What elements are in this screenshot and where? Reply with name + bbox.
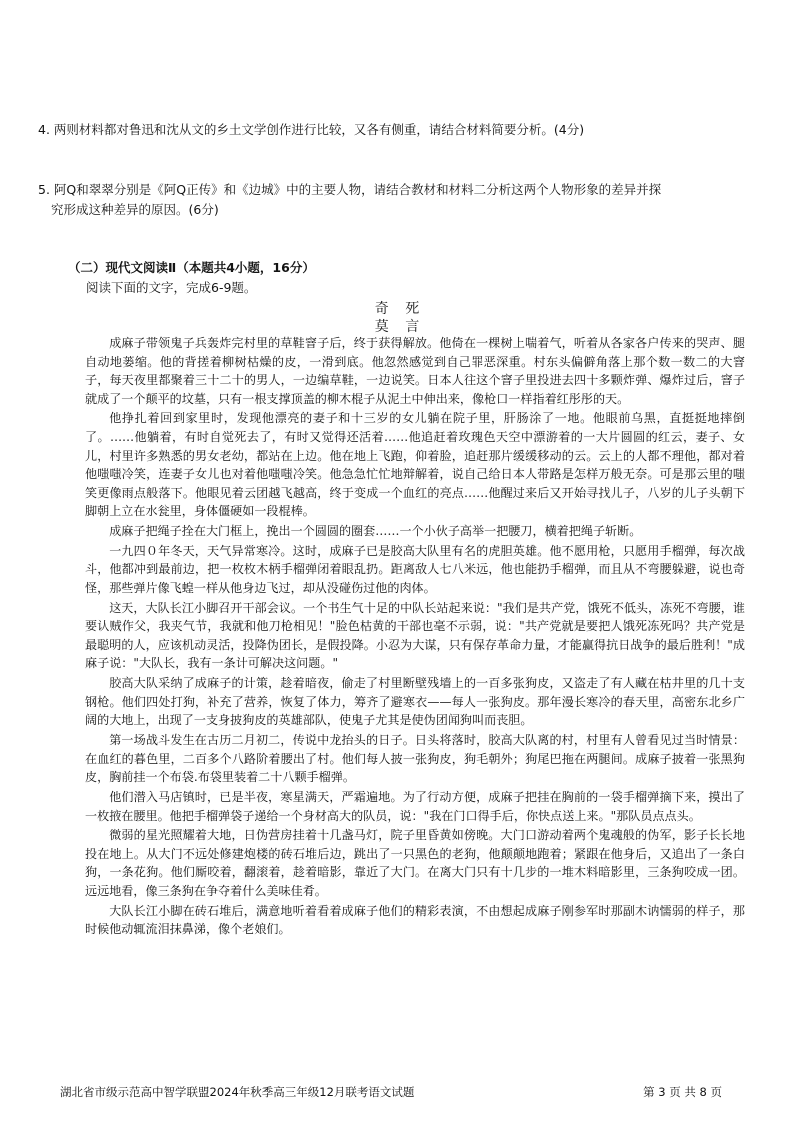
article-paragraph: 一九四０年冬天，天气异常寒冷。这时，成麻子已是胶高大队里有名的虎胆英雄。他不愿用枪，只愿用手榴弹，每次战斗，他都冲到最前边，把一枚枚木柄手榴弹闭着眼乱扔。距离敌人七八米远，他也能扔手榴弹，而且从不弯腰躲避，说也奇怪，那些弹片像飞蝗一样从他身边飞过，却从没碰伤过他的肉体。: [85, 543, 745, 595]
question-4: [38, 120, 783, 140]
question-5-line1: 5. 阿Q和翠翠分别是《阿Q正传》和《边城》中的主要人物，请结合教材和材料二分析这两个人物形象的差异并探: [38, 182, 662, 197]
article-paragraph: 微弱的星光照耀着大地，日伪营房挂着十几盏马灯，院子里昏黄如傍晚。大门口游动着两个鬼魂般的伪军，影子长长地投在地上。从大门不远处修建炮楼的砖石堆后边，跳出了一只黑色的老狗，他颠颠地跑着；紧跟在他身后，又追出了一条白狗，一条花狗。他们厮咬着，翻滚着，趁着暗影，靠近了大门。在离大门只有十几步的一堆木料暗影里，三条狗咬成一团。远远地看，像三条狗在争夺着什么美味佳肴。: [85, 828, 745, 898]
article-paragraph: 他挣扎着回到家里时，发现他漂亮的妻子和十三岁的女儿躺在院子里，肝肠涂了一地。他眼前乌黑，直挺挺地摔倒了。……他躺着，有时自觉死去了，有时又觉得还活着……他追赶着玫瑰色天空中漂游着的一大片圆圆的红云，妻子、女儿，村里许多熟悉的男女老幼，都站在上边。他在地上飞跑，仰着脸，追赶那片缓缓移动的云。云上的人都不理他，都对着他嗤嗤冷笑，连妻子女儿也对着他嗤嗤冷笑。他急急忙忙地辩解着，说自己给日本人带路是怎样万般无奈。可是那云里的嗤笑更像雨点般落下。他眼见着云团越飞越高，终于变成一个血红的亮点……他醒过来后又开始寻找儿子，八岁的儿子头朝下脚朝上立在水瓮里，身体僵硬如一段棍棒。: [85, 411, 745, 519]
section-instruction: 阅读下面的文字，完成6-9题。: [86, 280, 257, 295]
question-5: [38, 180, 783, 220]
section-heading: （二）现代文阅读Ⅱ（本题共4小题，16分）: [68, 260, 315, 275]
article-paragraph: 成麻子把绳子拴在大门框上，挽出一个圆圆的圈套……一个小伙子高举一把腰刀，横着把绳子斩断。: [109, 524, 642, 539]
article-paragraph: 他们潜入马店镇时，已是半夜，寒星满天，严霜遍地。为了行动方便，成麻子把挂在胸前的一袋手榴弹摘下来，摸出了一枚掖在腰里。他把手榴弹袋子递给一个身材高大的队员，说："我在门口得手后，你快点送上来。"那队员点点头。: [85, 789, 745, 823]
article-author: 莫 言: [374, 319, 426, 335]
question-5-line2: 究形成这种差异的原因。(6分): [51, 202, 219, 217]
footer-exam-title: 湖北省市级示范高中智学联盟2024年秋季高三年级12月联考语文试题: [60, 1085, 415, 1099]
article-paragraph: 成麻子带领鬼子兵轰炸完村里的草鞋窨子后，终于获得解放。他倚在一棵树上喘着气，听着从各家各户传来的哭声、腿自动地蒌缩。他的背搓着柳树枯燥的皮，一滑到底。他忽然感觉到自己罪恶深重。村东头偏僻角落上那个数一数二的大窨子，每天夜里都聚着三十二十的男人，一边编草鞋，一边说笑。日本人往这个窨子里投进去四十多颗炸弹、爆炸过后，窨子就成了一个颠平的坟墓，只有一根支撑顶盖的柳木棍子从泥土中伸出来，像枪口一样指着红彤彤的天。: [85, 336, 745, 406]
article-paragraph: 大队长江小脚在砖石堆后，满意地听着看着成麻子他们的精彩表演，不由想起成麻子刚参军时那副木讷懦弱的样子，那时候他动辄流泪抹鼻涕，像个老娘们。: [85, 903, 745, 937]
footer-page-number: 第 3 页 共 8 页: [643, 1085, 722, 1099]
article-paragraph: 胶高大队采纳了成麻子的计策，趁着暗夜，偷走了村里断壁残墙上的一百多张狗皮，又盗走了有人藏在枯井里的几十支钢枪。他们四处打狗，补充了营养，恢复了体力，筹齐了避寒衣——每人一张狗皮。那年漫长寒冷的春天里，高密东北乡广阔的大地上，出现了一支身披狗皮的英雄部队，使鬼子尤其是使伪团闻狗叫而丧胆。: [85, 676, 745, 728]
article-paragraph: 第一场战斗发生在古历二月初二，传说中龙抬头的日子。日头将落时，胶高大队离的村，村里有人曾看见过当时情景：在血红的暮色里，二百多个八路阶着腰出了村。他们每人披一张狗皮，狗毛朝外；狗尾巴拖在两腿间。成麻子披着一张黑狗皮，胸前挂一个布袋.布袋里装着二十八颗手榴弹。: [85, 733, 745, 785]
question-4-text: 4. 两则材料都对鲁迅和沈从文的乡土文学创作进行比较，又各有侧重，请结合材料简要分析。(4分): [38, 122, 585, 137]
article-paragraph: 这天，大队长江小脚召开干部会议。一个书生气十足的中队长站起来说："我们是共产党，饿死不低头，冻死不弯腰，谁要认贼作父，我夹气节，我就和他刀枪相见！"脸色枯黄的干部也毫不示弱，说："共产党就是要把人饿死冻死吗？共产党是最聪明的人，应该机动灵活，投降伪团长，是假投降。小忍为大谋，只有保存革命力量，才能赢得抗日战争的最后胜利！"成麻子说："大队长，我有一条计可解决这问题。": [85, 600, 745, 671]
article-title: 奇 死: [374, 301, 426, 317]
article-body: [85, 334, 745, 940]
